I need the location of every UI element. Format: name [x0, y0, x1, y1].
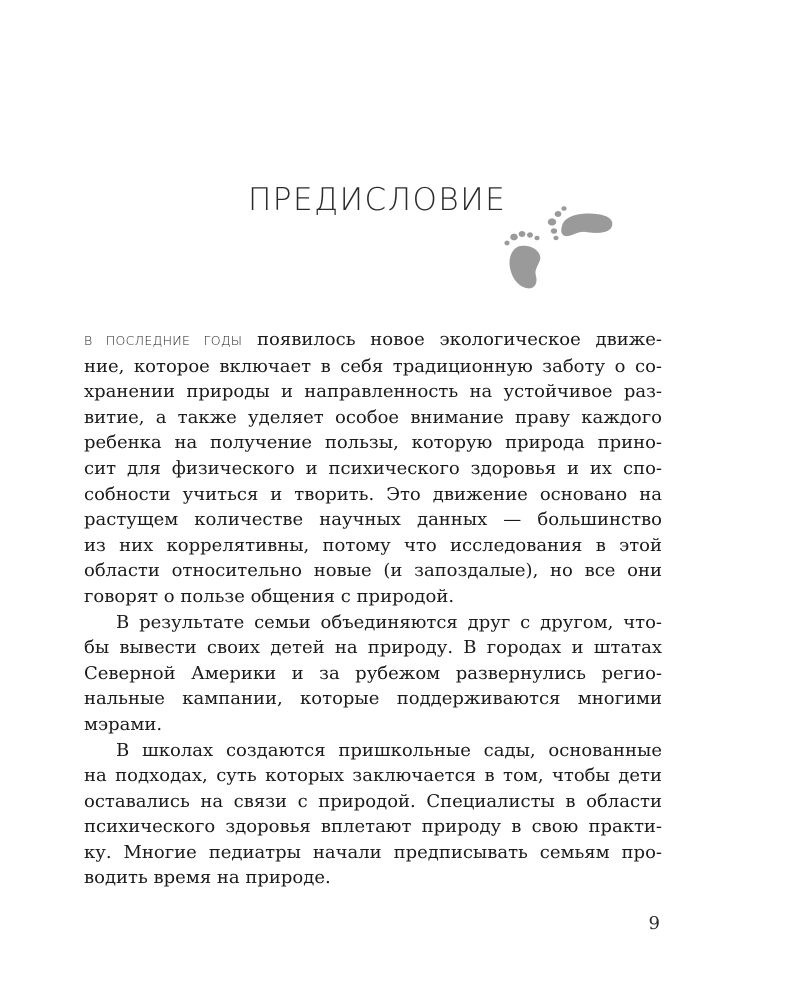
text-line: водить время на природе. — [84, 867, 331, 889]
text-line: оставались на связи с природой. Специалисты в области — [84, 790, 662, 812]
text-line: мэрами. — [84, 713, 163, 735]
text-line: говорят о пользе общения с природой. — [84, 585, 455, 607]
text-line — [84, 327, 662, 354]
page-number: 9 — [648, 913, 660, 934]
text-line: ребенка на получение пользы, которую природа прино- — [84, 432, 662, 454]
text-line: психического здоровья вплетают природу в свою практи- — [84, 816, 662, 838]
lead-in-smallcaps: В ПОСЛЕДНИЕ ГОДЫ — [84, 333, 243, 348]
footprints-icon — [500, 206, 620, 296]
footprint-right — [548, 206, 613, 240]
text-line: нальные кампании, которые поддерживаются многими — [84, 688, 662, 710]
text-line: сит для физического и психического здоровья и их спо- — [84, 457, 662, 479]
text-line: бы вывести своих детей на природу. В городах и штатах — [84, 637, 662, 659]
text-line: на подходах, суть которых заключается в том, чтобы дети — [84, 765, 662, 787]
paragraph-2 — [84, 610, 662, 738]
chapter-title: ПРЕДИСЛОВИЕ — [248, 182, 507, 218]
line-text: появилось новое экологическое движе- — [257, 329, 662, 350]
text-line: хранении природы и направленность на устойчивое раз- — [84, 381, 662, 403]
text-line: растущем количестве научных данных — большинство — [84, 509, 662, 531]
text-line: области относительно новые (и запоздалые), но все они — [84, 560, 662, 582]
footprint-left — [504, 231, 540, 288]
text-line: В результате семьи объединяются друг с другом, что- — [116, 611, 662, 633]
paragraph-3 — [84, 738, 662, 892]
text-line: собности учиться и творить. Это движение основано на — [84, 483, 662, 505]
paragraph-1 — [84, 327, 662, 610]
text-line: витие, а также уделяет особое внимание праву каждого — [84, 406, 662, 428]
text-line: ку. Многие педиатры начали предписывать семьям про- — [84, 841, 662, 863]
text-line: ние, которое включает в себя традиционную заботу о со- — [84, 355, 662, 377]
text-line: Северной Америки и за рубежом развернулись регио- — [84, 662, 662, 684]
text-line: В школах создаются пришкольные сады, основанные — [116, 739, 662, 761]
text-line: из них коррелятивны, потому что исследования в этой — [84, 534, 662, 556]
body-text — [84, 327, 662, 891]
